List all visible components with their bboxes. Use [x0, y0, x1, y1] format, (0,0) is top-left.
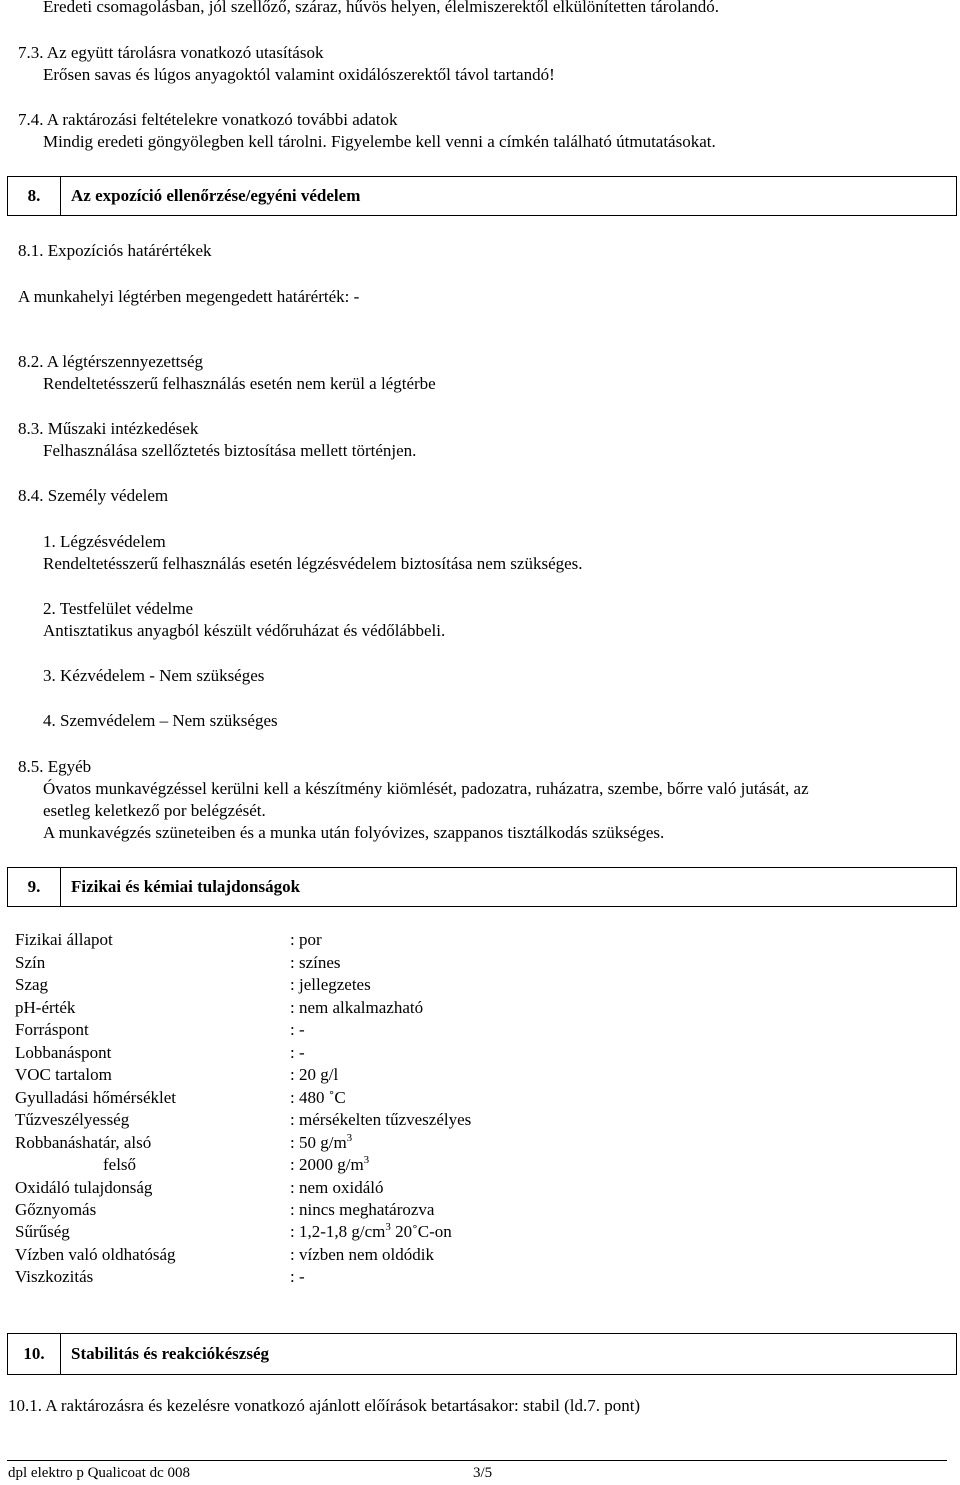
text-8-5-line2: esetleg keletkező por belégzését. [43, 801, 266, 820]
text-8-1: A munkahelyi légtérben megengedett határérték: - [18, 287, 360, 306]
text-8-3: Felhasználása szellőztetés biztosítása mellett történjen. [43, 441, 417, 460]
text-8-5-line1: Óvatos munkavégzéssel kerülni kell a készítmény kiömlését, padozatra, ruházatra, szembe, bőrre való jutását, az [43, 779, 809, 798]
property-value: : por [290, 930, 322, 949]
heading-8-3: 8.3. Műszaki intézkedések [18, 419, 199, 438]
property-label: Szín [15, 953, 46, 972]
text-10-1: 10.1. A raktározásra és kezelésre vonatkozó ajánlott előírások betartásakor: stabil (ld.7. pont) [8, 1396, 641, 1415]
property-value [290, 1133, 352, 1153]
superscript: 3 [346, 1132, 353, 1144]
text-7-4: Mindig eredeti göngyölegben kell tárolni. Figyelembe kell venni a címkén található útmutatásokat. [43, 132, 716, 151]
superscript: 3 [385, 1221, 391, 1233]
property-value: : nincs meghatározva [290, 1200, 435, 1219]
heading-respiratory: 1. Légzésvédelem [43, 532, 166, 551]
property-label: Viszkozitás [15, 1267, 94, 1286]
heading-7-4: 7.4. A raktározási feltételekre vonatkozó további adatok [18, 110, 398, 129]
property-value: : - [290, 1267, 305, 1286]
hand-protection: 3. Kézvédelem - Nem szükséges [43, 666, 265, 685]
heading-7-3: 7.3. Az együtt tárolásra vonatkozó utasítások [18, 43, 324, 62]
superscript: 3 [363, 1154, 370, 1166]
property-value: : mérsékelten tűzveszélyes [290, 1110, 472, 1129]
storage-text: Eredeti csomagolásban, jól szellőző, száraz, hűvös helyen, élelmiszerektől elkülönítetten tárolandó. [43, 0, 719, 16]
section-9-number: 9. [8, 868, 61, 906]
property-label: Szag [15, 975, 49, 994]
property-label: Fizikai állapot [15, 930, 113, 949]
footer-page-number: 3/5 [473, 1465, 493, 1481]
property-label: Sűrűség [15, 1222, 70, 1241]
property-value: : nem oxidáló [290, 1178, 384, 1197]
property-label: Gőznyomás [15, 1200, 97, 1219]
footer-divider [7, 1460, 947, 1461]
section-9-header [7, 867, 957, 907]
property-value: : - [290, 1043, 305, 1062]
section-10-header [7, 1333, 957, 1375]
text-8-2: Rendeltetésszerű felhasználás esetén nem kerül a légtérbe [43, 374, 436, 393]
property-label: Vízben való oldhatóság [15, 1245, 176, 1264]
property-label: felső [103, 1155, 137, 1174]
eye-protection: 4. Szemvédelem – Nem szükséges [43, 711, 278, 730]
section-10-number: 10. [8, 1334, 61, 1374]
property-label: Lobbanáspont [15, 1043, 112, 1062]
property-label: Gyulladási hőmérséklet [15, 1088, 176, 1107]
value-text: : 2000 g/m [290, 1155, 364, 1174]
section-10-title: Stabilitás és reakciókészség [71, 1344, 270, 1363]
property-label: VOC tartalom [15, 1065, 112, 1084]
heading-body-protection: 2. Testfelület védelme [43, 599, 194, 618]
property-value [290, 1155, 369, 1175]
property-value: : színes [290, 953, 341, 972]
heading-8-5: 8.5. Egyéb [18, 757, 92, 776]
property-value: : 480 ˚C [290, 1088, 346, 1107]
property-value [290, 1222, 452, 1242]
heading-8-4: 8.4. Személy védelem [18, 486, 169, 505]
property-label: Forráspont [15, 1020, 89, 1039]
footer-document-id: dpl elektro p Qualicoat dc 008 [8, 1465, 191, 1481]
text-body-protection: Antisztatikus anyagból készült védőruházat és védőlábbeli. [43, 621, 446, 640]
property-value: : nem alkalmazható [290, 998, 424, 1017]
heading-8-1: 8.1. Expozíciós határértékek [18, 241, 212, 260]
property-value: : 20 g/l [290, 1065, 339, 1084]
property-value: : jellegzetes [290, 975, 371, 994]
section-8-number: 8. [8, 177, 61, 215]
value-text: : 1,2-1,8 g/cm [290, 1222, 386, 1241]
property-label: pH-érték [15, 998, 76, 1017]
property-label: Oxidáló tulajdonság [15, 1178, 153, 1197]
property-value: : vízben nem oldódik [290, 1245, 435, 1264]
value-text: : 50 g/m [290, 1133, 347, 1152]
heading-8-2: 8.2. A légtérszennyezettség [18, 352, 204, 371]
property-value: : - [290, 1020, 305, 1039]
section-8-header [7, 176, 957, 216]
text-8-5-line3: A munkavégzés szüneteiben és a munka után folyóvizes, szappanos tisztálkodás szükséges. [43, 823, 665, 842]
section-9-title: Fizikai és kémiai tulajdonságok [71, 877, 301, 896]
property-label: Tűzveszélyesség [15, 1110, 130, 1129]
text-7-3: Erősen savas és lúgos anyagoktól valamint oxidálószerektől távol tartandó! [43, 65, 555, 84]
value-suffix: 20˚C-on [390, 1222, 452, 1241]
section-8-title: Az expozíció ellenőrzése/egyéni védelem [71, 186, 361, 205]
text-respiratory: Rendeltetésszerű felhasználás esetén légzésvédelem biztosítása nem szükséges. [43, 554, 583, 573]
property-label: Robbanáshatár, alsó [15, 1133, 152, 1152]
